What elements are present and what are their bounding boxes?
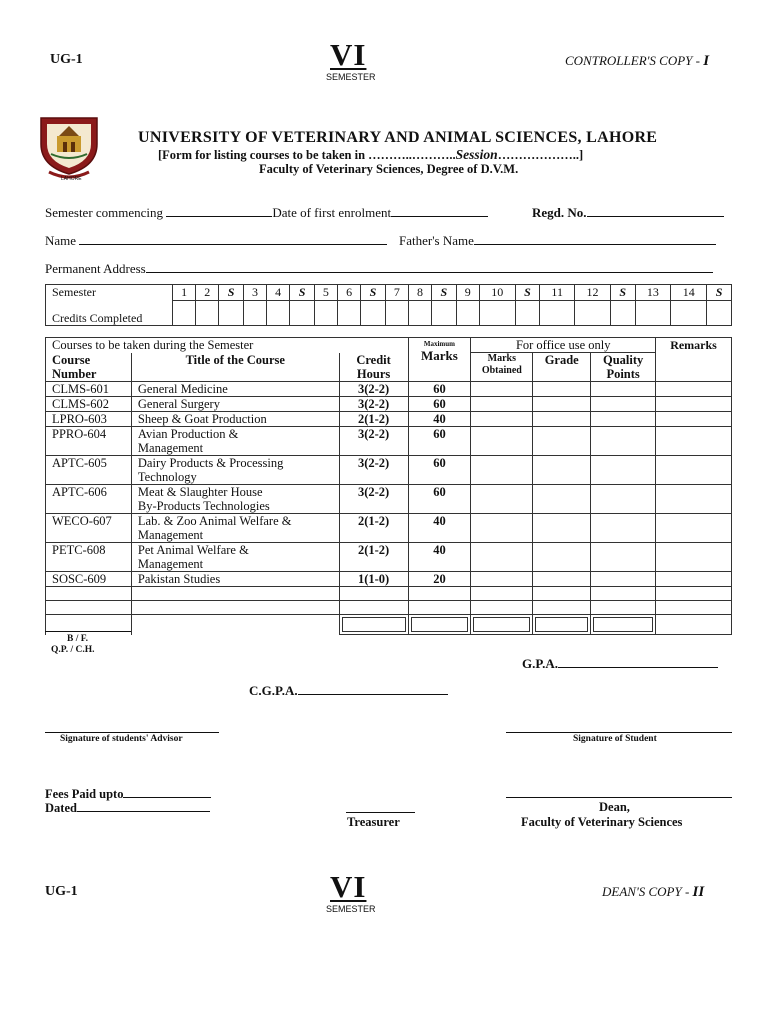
totals-cell[interactable] [339,615,408,635]
office-use-cell[interactable] [471,543,533,572]
sem-cell: 13 [635,285,671,301]
sem-cell: 8 [408,285,431,301]
form-title-suffix: ………………..] [497,148,584,162]
course-title: Lab. & Zoo Animal Welfare & [137,514,292,528]
sem-cell-summer: S [515,285,540,301]
name-line[interactable] [79,234,387,245]
bf-label: B / F. [67,634,89,644]
credits-row [46,301,732,326]
course-title: Meat & Slaughter House [137,485,263,499]
credit-cell[interactable] [610,301,635,326]
totals-cell[interactable] [131,615,339,635]
sem-cell: 3 [243,285,266,301]
credit-cell[interactable] [196,301,219,326]
office-use-cell[interactable] [533,543,591,572]
blank-cell[interactable] [533,587,591,601]
course-title-cell [131,412,339,427]
credits-completed-label: Credits Completed [46,301,173,326]
course-title-line2: By-Products Technologies [137,499,270,513]
office-use-cell[interactable] [591,397,656,412]
course-title: General Surgery [137,397,220,411]
name-field[interactable] [45,233,387,249]
office-use-cell[interactable] [533,514,591,543]
course-title-cell [131,514,339,543]
credit-hours: 2(1-2) [339,543,408,572]
copy-label-text: CONTROLLER'S COPY - [565,53,704,68]
office-use-cell[interactable] [471,427,533,456]
blank-cell[interactable] [339,601,408,615]
semester-label: Semester [46,285,173,301]
course-row [46,456,732,485]
course-title: General Medicine [137,382,228,396]
office-use-cell[interactable] [656,382,732,397]
course-code: APTC-605 [46,456,132,485]
credit-cell[interactable] [575,301,611,326]
university-logo [37,114,101,184]
remarks-header: Remarks [656,338,732,382]
student-signature-line[interactable] [506,732,732,733]
office-use-cell[interactable] [591,543,656,572]
regd-no-label: Regd. No. [532,205,587,220]
credit-hours: 2(1-2) [339,412,408,427]
blank-cell[interactable] [131,587,339,601]
office-use-cell[interactable] [591,572,656,587]
semester-row [46,285,732,301]
office-use-cell[interactable] [656,485,732,514]
course-header-row [46,338,732,353]
course-row [46,514,732,543]
cgpa-label: C.G.P.A. [249,683,298,698]
blank-cell[interactable] [591,587,656,601]
course-title: Avian Production & [137,427,239,441]
marks-obtained-header: Marks Obtained [471,353,533,382]
credit-hours: 3(2-2) [339,397,408,412]
max-marks: 60 [408,382,471,397]
course-row [46,412,732,427]
max-marks: 20 [408,572,471,587]
courses-intro: Courses to be taken during the Semester [46,338,409,353]
bottom-form-code: UG-1 [45,884,78,899]
sem-cell-summer: S [290,285,315,301]
course-rows [46,382,732,635]
regd-no-field[interactable] [532,205,724,221]
max-marks: 40 [408,412,471,427]
sem-cell-summer: S [707,285,732,301]
totals-cell[interactable] [533,615,591,635]
office-use-cell[interactable] [533,572,591,587]
sem-cell: 12 [575,285,611,301]
course-title-cell [131,382,339,397]
office-use-cell[interactable] [656,397,732,412]
max-marks-header [408,338,471,382]
semester-commencing-field[interactable] [45,205,488,221]
treasurer-label: Treasurer [347,815,400,829]
semester-credits-table [45,284,732,326]
course-title-cell [131,543,339,572]
office-use-cell[interactable] [656,543,732,572]
credit-cell[interactable] [173,301,196,326]
university-crest-icon [37,114,101,184]
credit-cell[interactable] [243,301,266,326]
fees-paid-label: Fees Paid upto [45,787,124,801]
office-use-cell[interactable] [533,485,591,514]
credit-hours: 3(2-2) [339,382,408,397]
credit-cell[interactable] [671,301,707,326]
blank-cell[interactable] [131,601,339,615]
credit-hours-header: Credit Hours [339,353,408,382]
course-subheader-row [46,353,732,382]
office-use-cell[interactable] [656,514,732,543]
sem-cell: 10 [479,285,515,301]
totals-cell[interactable] [656,615,732,635]
sem-cell: 11 [540,285,575,301]
regd-no-line[interactable] [587,206,724,217]
course-code: CLMS-602 [46,397,132,412]
form-title [158,147,583,163]
office-use-cell[interactable] [656,456,732,485]
credit-cell[interactable] [479,301,515,326]
blank-cell[interactable] [408,587,471,601]
course-row [46,427,732,456]
credit-cell[interactable] [385,301,408,326]
advisor-signature-line[interactable] [45,732,219,733]
dean-faculty-label: Faculty of Veterinary Sciences [521,815,683,829]
office-use-cell[interactable] [533,427,591,456]
credit-cell[interactable] [707,301,732,326]
office-use-cell[interactable] [591,382,656,397]
sem-cell: 5 [314,285,337,301]
date-first-enrolment-label: Date of first enrolment [272,205,392,220]
dean-signature-line[interactable] [506,797,732,798]
gpa-field[interactable] [522,656,718,672]
blank-cell[interactable] [656,601,732,615]
credit-cell[interactable] [540,301,575,326]
office-use-cell[interactable] [471,456,533,485]
quality-points-header: Quality Points [591,353,656,382]
logo-text: LAHORE [61,176,82,182]
blank-cell[interactable] [339,587,408,601]
dated-label: Dated [45,801,77,815]
blank-cell[interactable] [656,587,732,601]
office-use-cell[interactable] [533,456,591,485]
max-marks: 40 [408,543,471,572]
student-signature-label: Signature of Student [573,734,657,744]
totals-cell[interactable] [591,615,656,635]
blank-cell[interactable] [533,601,591,615]
totals-row [46,615,732,635]
semester-commencing-line[interactable] [166,206,272,217]
cgpa-field[interactable] [249,683,448,699]
course-title: Pet Animal Welfare & [137,543,249,557]
dated-field[interactable] [45,801,210,816]
fathers-name-line[interactable] [474,234,716,245]
course-number-header: Course Number [46,353,132,382]
sem-cell: 6 [338,285,361,301]
permanent-address-label: Permanent Address [45,261,146,276]
bottom-semester-roman: VI [330,869,367,904]
dean-copy-label [602,884,704,901]
office-use-cell[interactable] [591,412,656,427]
course-title-cell [131,397,339,412]
max-marks: 40 [408,514,471,543]
course-code: SOSC-609 [46,572,132,587]
fathers-name-label: Father's Name [399,233,474,248]
blank-cell[interactable] [591,601,656,615]
grade-header: Grade [533,353,591,382]
course-title-line2: Management [137,557,204,571]
office-use-cell[interactable] [591,485,656,514]
office-use-header: For office use only [471,338,656,353]
permanent-address-line[interactable] [146,262,713,273]
office-use-cell[interactable] [471,382,533,397]
course-title-line2: Management [137,528,204,542]
sem-cell-summer: S [610,285,635,301]
course-title-line2: Technology [137,470,197,484]
office-use-cell[interactable] [591,514,656,543]
blank-cell[interactable] [408,601,471,615]
dean-copy-numeral: II [692,884,705,900]
course-table [45,337,732,635]
credit-cell[interactable] [314,301,337,326]
course-code: APTC-606 [46,485,132,514]
course-title: Pakistan Studies [137,572,221,586]
credit-hours: 3(2-2) [339,427,408,456]
sem-cell-summer: S [361,285,386,301]
credit-cell[interactable] [267,301,290,326]
sem-cell: 14 [671,285,707,301]
office-use-cell[interactable] [533,412,591,427]
totals-cell[interactable] [471,615,533,635]
copy-label [565,53,709,70]
credit-cell[interactable] [361,301,386,326]
max-marks: 60 [408,456,471,485]
blank-cell[interactable] [46,601,132,615]
university-name: UNIVERSITY OF VETERINARY AND ANIMAL SCIENCES, LAHORE [138,129,658,146]
office-use-cell[interactable] [471,412,533,427]
blank-course-row [46,587,732,601]
office-use-cell[interactable] [591,427,656,456]
course-title: Sheep & Goat Production [137,412,267,426]
copy-numeral: I [703,53,710,69]
form-title-prefix: [Form for listing courses to be taken in ………..……….. [158,148,456,162]
credit-cell[interactable] [432,301,457,326]
blank-course-row [46,601,732,615]
course-title-cell [131,456,339,485]
office-use-cell[interactable] [533,382,591,397]
course-row [46,382,732,397]
sem-cell: 4 [267,285,290,301]
course-code: LPRO-603 [46,412,132,427]
credit-cell[interactable] [456,301,479,326]
fees-paid-line[interactable] [123,787,211,798]
sem-cell: 9 [456,285,479,301]
office-use-cell[interactable] [591,456,656,485]
office-use-cell[interactable] [471,514,533,543]
course-title-cell [131,572,339,587]
qp-ch-label: Q.P. / C.H. [51,645,95,655]
date-first-enrolment-line[interactable] [391,206,488,217]
semester-commencing-label: Semester commencing [45,205,164,220]
sem-cell-summer: S [432,285,457,301]
semester-roman: VI [330,37,367,72]
faculty-degree-line: Faculty of Veterinary Sciences, Degree of D.V.M. [259,162,519,176]
form-title-session: Session [455,147,498,162]
course-row [46,397,732,412]
sem-cell: 7 [385,285,408,301]
credit-cell[interactable] [635,301,671,326]
max-small-label: Maximum [423,340,455,348]
blank-cell[interactable] [46,587,132,601]
blank-cell[interactable] [471,601,533,615]
credit-cell[interactable] [290,301,315,326]
max-marks: 60 [408,485,471,514]
credit-hours: 3(2-2) [339,485,408,514]
office-use-cell[interactable] [656,412,732,427]
gpa-label: G.P.A. [522,656,558,671]
fathers-name-field[interactable] [399,233,716,249]
course-row [46,485,732,514]
blank-cell[interactable] [471,587,533,601]
credit-cell[interactable] [408,301,431,326]
cgpa-line[interactable] [298,684,448,695]
credit-hours: 1(1-0) [339,572,408,587]
office-use-cell[interactable] [656,572,732,587]
treasurer-line[interactable] [346,812,415,813]
course-code: PETC-608 [46,543,132,572]
course-title-line2: Management [137,441,204,455]
bf-rule [45,631,131,632]
dean-copy-label-text: DEAN'S COPY - [602,884,693,899]
office-use-cell[interactable] [656,427,732,456]
course-title: Dairy Products & Processing [137,456,284,470]
course-title-header: Title of the Course [131,353,339,382]
credit-cell[interactable] [515,301,540,326]
credit-hours: 2(1-2) [339,514,408,543]
fees-paid-field[interactable] [45,787,211,802]
course-row [46,543,732,572]
semester-word: SEMESTER [326,72,376,82]
max-marks-label: Marks [421,348,458,363]
dean-label: Dean, [599,800,630,814]
dated-line[interactable] [77,801,210,812]
course-code: WECO-607 [46,514,132,543]
course-title-cell [131,427,339,456]
credit-cell[interactable] [219,301,244,326]
credit-cell[interactable] [338,301,361,326]
permanent-address-field[interactable] [45,261,713,277]
sem-cell: 2 [196,285,219,301]
sem-cell-summer: S [219,285,244,301]
gpa-line[interactable] [558,657,718,668]
office-use-cell[interactable] [471,397,533,412]
course-title-cell [131,485,339,514]
course-code: PPRO-604 [46,427,132,456]
bottom-semester-word: SEMESTER [326,904,376,914]
max-marks: 60 [408,427,471,456]
advisor-signature-label: Signature of students' Advisor [60,734,183,744]
totals-cell[interactable] [408,615,471,635]
office-use-cell[interactable] [533,397,591,412]
course-code: CLMS-601 [46,382,132,397]
office-use-cell[interactable] [471,572,533,587]
course-row [46,572,732,587]
office-use-cell[interactable] [471,485,533,514]
sem-cell: 1 [173,285,196,301]
name-label: Name [45,233,77,248]
credit-hours: 3(2-2) [339,456,408,485]
max-marks: 60 [408,397,471,412]
form-code: UG-1 [50,52,83,67]
